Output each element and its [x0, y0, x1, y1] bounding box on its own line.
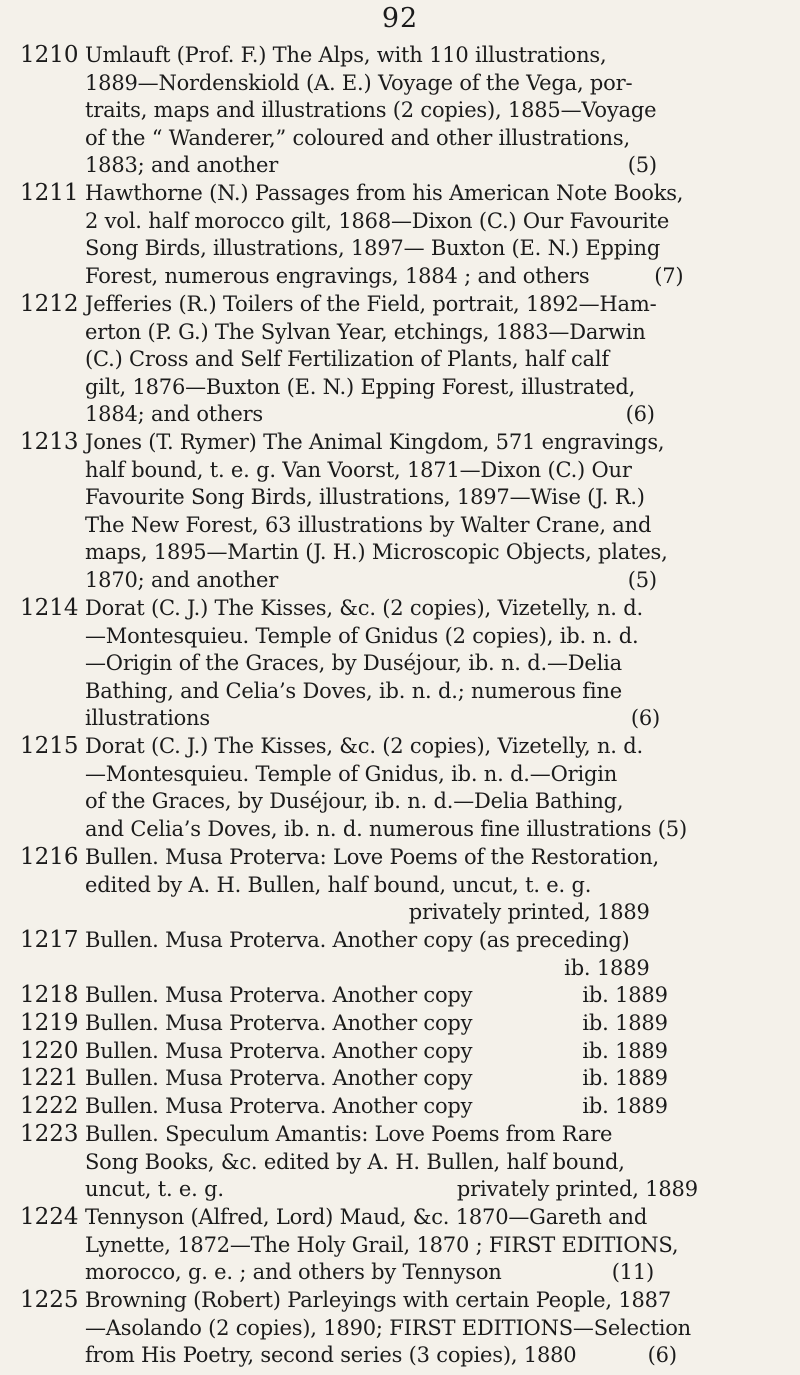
lot-number: 1213 [20, 429, 79, 455]
lot-description: Bullen. Musa Proterva. Another copy ib. 1889 [85, 1066, 668, 1090]
lot-description: Bullen. Musa Proterva. Another copy (as preceding) ib. 1889 [85, 928, 650, 980]
lot-number: 1225 [20, 1287, 79, 1313]
lot-description: Bullen. Musa Proterva: Love Poems of the Restoration, edited by A. H. Bullen, half bound, uncut, t. e. g. privately printed, 1889 [85, 845, 660, 925]
lot-description: Dorat (C. J.) The Kisses, &c. (2 copies), Vizetelly, n. d. —Montesquieu. Temple of Gnidus (2 copies), ib. n. d. —Origin of the Graces, by Duséjour, ib. n. d.—Delia Bathing, and Celia’s Doves, ib. n. d.; numerous fine illustrations (6) [85, 596, 660, 731]
lot-number: 1217 [20, 927, 79, 953]
lot-description: Bullen. Musa Proterva. Another copy ib. 1889 [85, 1011, 668, 1035]
lot-number: 1224 [20, 1204, 79, 1230]
lot-description: Bullen. Speculum Amantis: Love Poems from Rare Song Books, &c. edited by A. H. Bullen, half bound, uncut, t. e. g. privately printed, 1889 [85, 1122, 698, 1202]
lot-description: Umlauft (Prof. F.) The Alps, with 110 illustrations, 1889—Nordenskiold (A. E.) Voyage of the Vega, por- traits, maps and illustrations (2 copies), 1885—Voyage of the “ Wanderer,” coloured and other illustrations, 1883; and another (5) [85, 43, 657, 178]
lot-description: Tennyson (Alfred, Lord) Maud, &c. 1870—Gareth and Lynette, 1872—The Holy Grail, 1870 ; FIRST EDITIONS, morocco, g. e. ; and others by Tennyson (11) [85, 1205, 679, 1285]
lot-number: 1210 [20, 42, 79, 68]
lot-number: 1214 [20, 595, 79, 621]
lot-description: Browning (Robert) Parleyings with certain People, 1887 —Asolando (2 copies), 1890; FIRST EDITIONS—Selection from His Poetry, second series (3 copies), 1880 (6) [85, 1288, 691, 1368]
lot-number: 1216 [20, 844, 79, 870]
page-number: 92 [381, 3, 419, 34]
lot-number: 1212 [20, 291, 79, 317]
lot-number: 1218 [20, 982, 79, 1008]
lot-description: Jones (T. Rymer) The Animal Kingdom, 571 engravings, half bound, t. e. g. Van Voorst, 1871—Dixon (C.) Our Favourite Song Birds, illustrations, 1897—Wise (J. R.) The New Forest, 63 illustrations by Walter Crane, and maps, 1895—Martin (J. H.) Microscopic Objects, plates, 1870; and another (5) [85, 430, 668, 592]
lot-description: Bullen. Musa Proterva. Another copy ib. 1889 [85, 983, 668, 1007]
lot-number: 1215 [20, 733, 79, 759]
lot-number: 1211 [20, 180, 79, 206]
lot-description: Bullen. Musa Proterva. Another copy ib. 1889 [85, 1039, 668, 1063]
lot-number: 1221 [20, 1065, 79, 1091]
lot-description: Dorat (C. J.) The Kisses, &c. (2 copies), Vizetelly, n. d. —Montesquieu. Temple of Gnidus, ib. n. d.—Origin of the Graces, by Duséjour, ib. n. d.—Delia Bathing, and Celia’s Doves, ib. n. d. numerous fine illustrations (5) [85, 734, 687, 841]
lot-description: Hawthorne (N.) Passages from his American Note Books, 2 vol. half morocco gilt, 1868—Dixon (C.) Our Favourite Song Birds, illustrations, 1897— Buxton (E. N.) Epping Forest, numerous engravings, 1884 ; and others (7) [85, 181, 684, 288]
lot-description: Bullen. Musa Proterva. Another copy ib. 1889 [85, 1094, 668, 1118]
lot-number: 1219 [20, 1010, 79, 1036]
lot-number: 1220 [20, 1038, 79, 1064]
lot-number: 1222 [20, 1093, 79, 1119]
lot-description: Jefferies (R.) Toilers of the Field, portrait, 1892—Ham- erton (P. G.) The Sylvan Year, etchings, 1883—Darwin (C.) Cross and Self Fertilization of Plants, half calf gilt, 1876—Buxton (E. N.) Epping Forest, illustrated, 1884; and others (6) [85, 292, 657, 427]
lot-number: 1223 [20, 1121, 79, 1147]
